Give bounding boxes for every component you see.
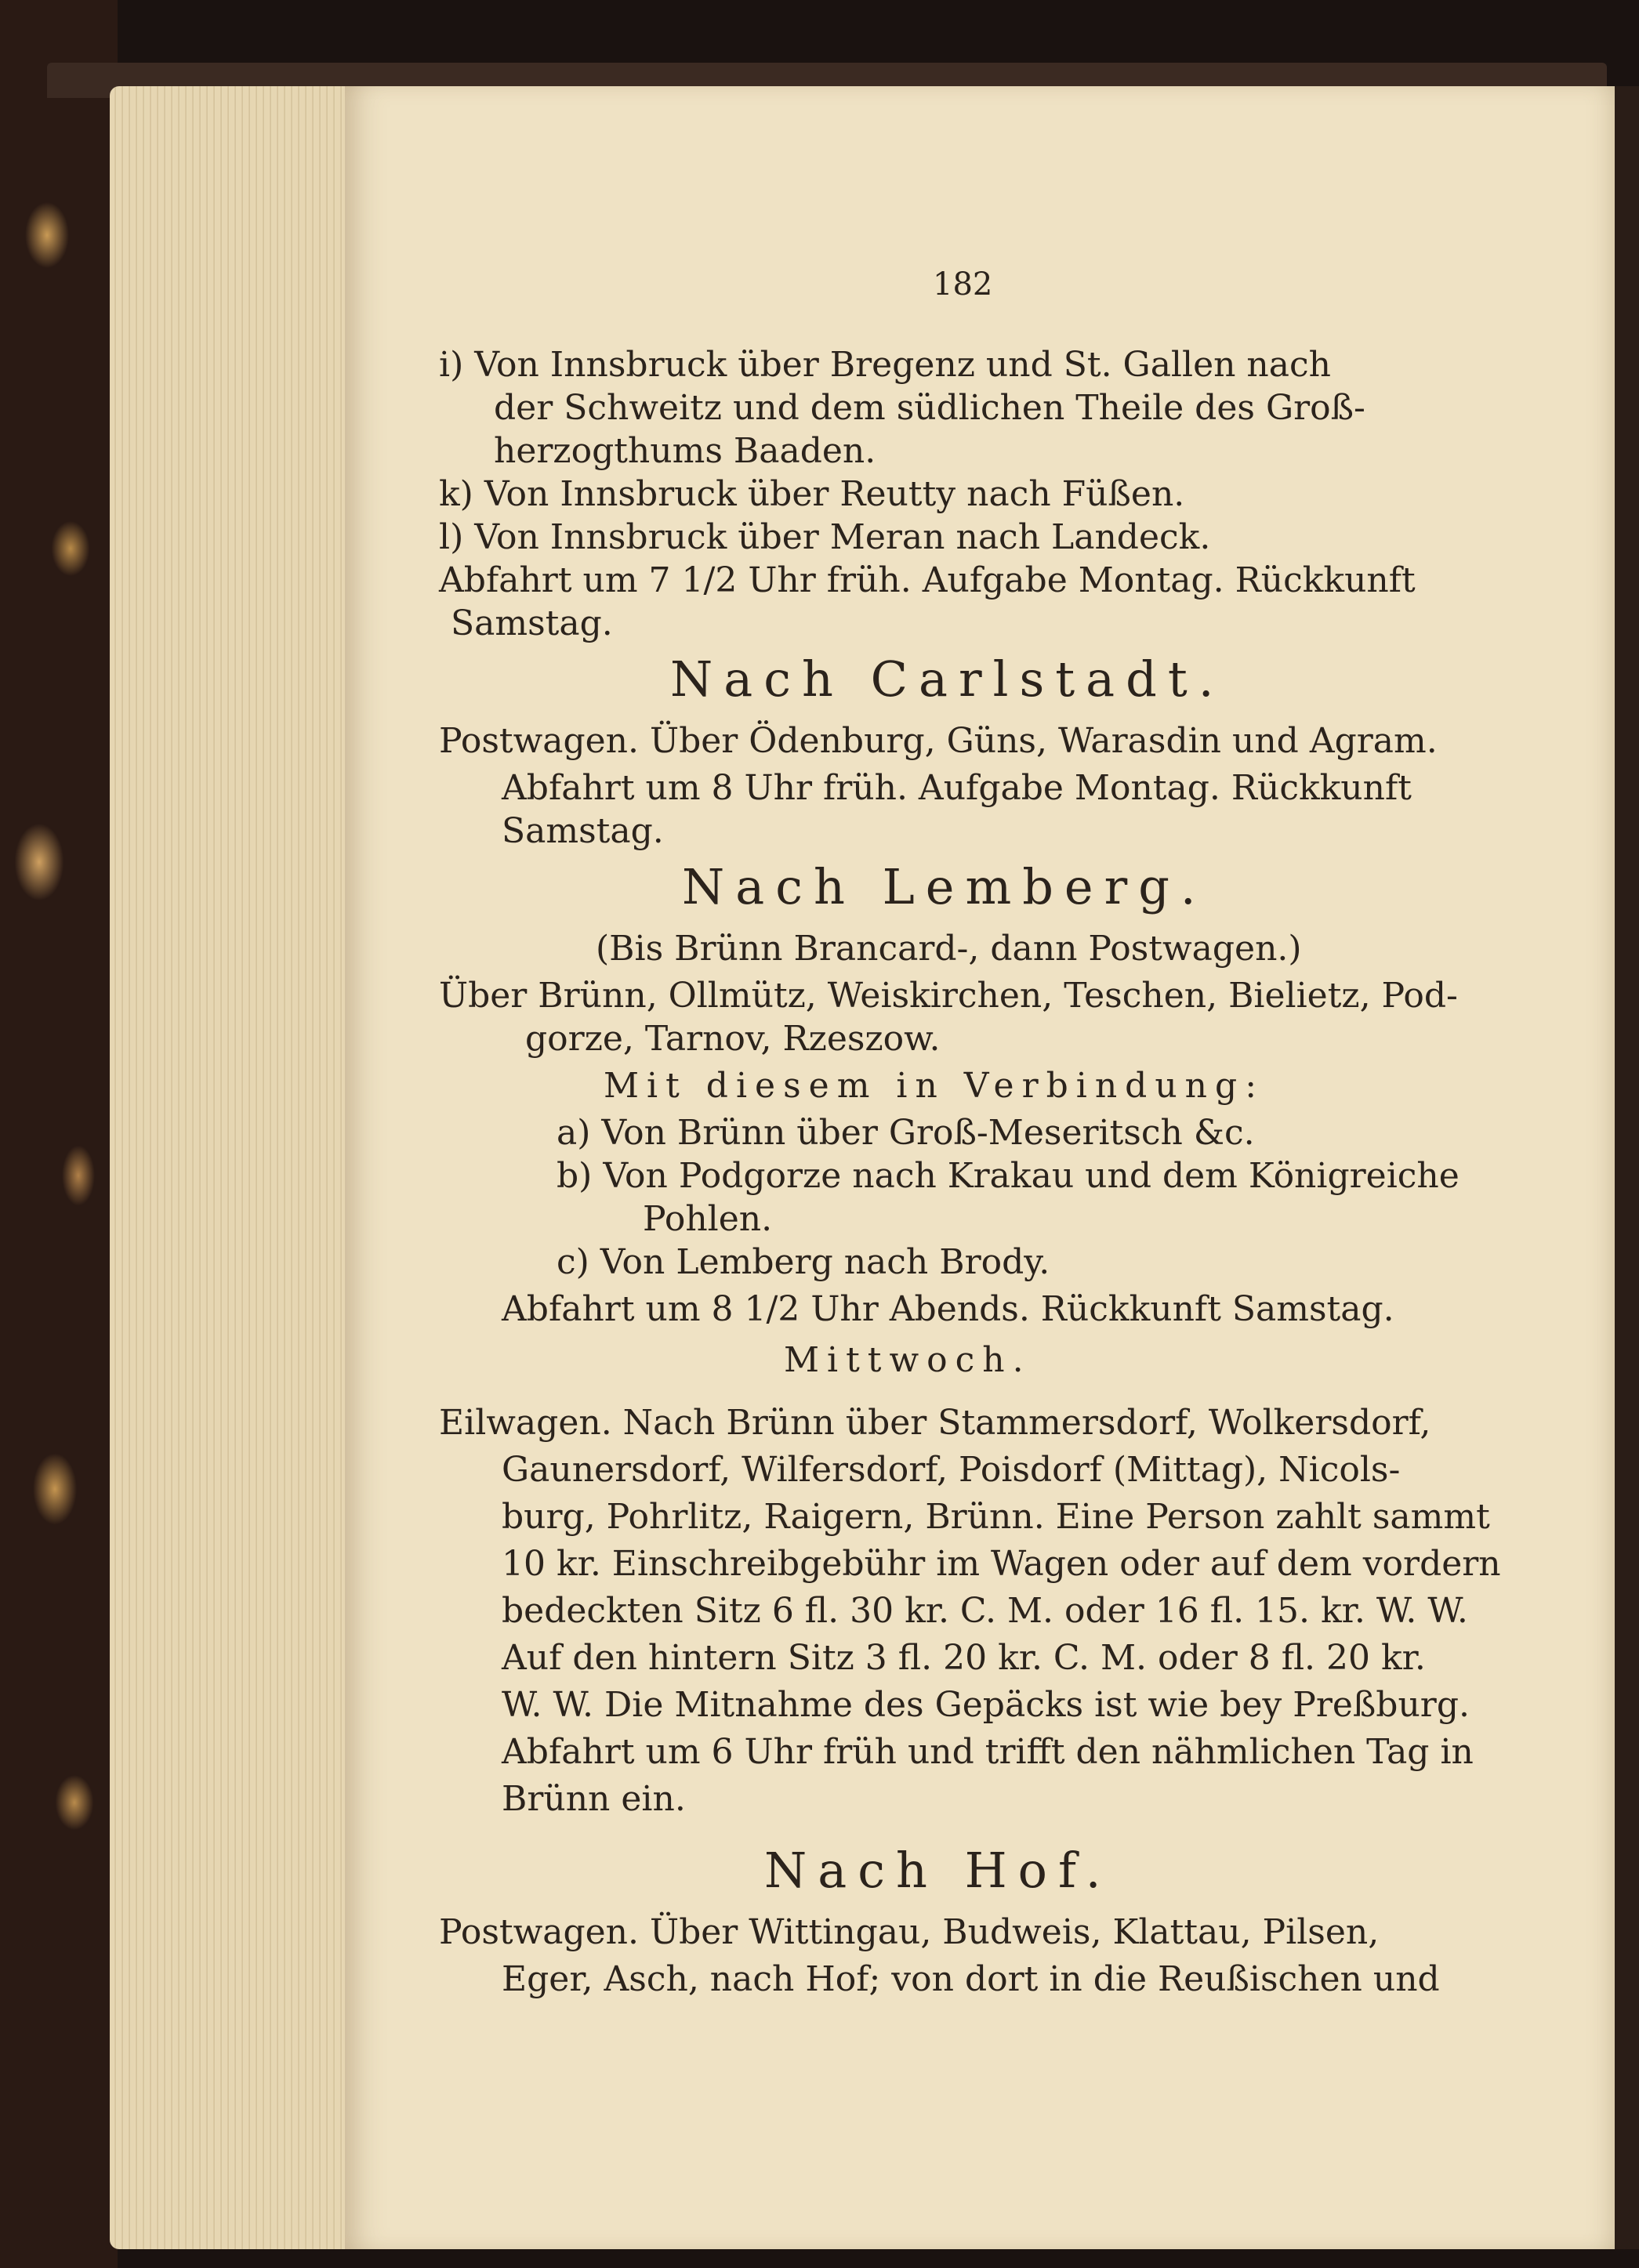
text-line: Mit diesem in Verbindung: xyxy=(604,1066,1265,1106)
section-heading: Nach Lemberg. xyxy=(682,858,1207,915)
book-spine xyxy=(0,0,118,2268)
section-heading: Nach Carlstadt. xyxy=(670,650,1225,708)
text-line: (Bis Brünn Brancard-, dann Postwagen.) xyxy=(596,929,1302,969)
text-line: Abfahrt um 6 Uhr früh und trifft den nähmlichen Tag in xyxy=(502,1732,1474,1772)
text-line: burg, Pohrlitz, Raigern, Brünn. Eine Person zahlt sammt xyxy=(502,1497,1490,1537)
text-line: der Schweitz und dem südlichen Theile des Groß- xyxy=(494,388,1365,428)
text-line: Postwagen. Über Wittingau, Budweis, Klattau, Pilsen, xyxy=(439,1912,1380,1952)
text-line: Abfahrt um 7 1/2 Uhr früh. Aufgabe Montag. Rückkunft xyxy=(439,560,1416,600)
text-line: Gaunersdorf, Wilfersdorf, Poisdorf (Mittag), Nicols- xyxy=(502,1450,1401,1490)
text-line: l) Von Innsbruck über Meran nach Landeck. xyxy=(439,517,1211,557)
text-line: i) Von Innsbruck über Bregenz und St. Gallen nach xyxy=(439,345,1331,385)
text-line: Abfahrt um 8 Uhr früh. Aufgabe Montag. Rückkunft xyxy=(502,768,1412,808)
text-line: Brünn ein. xyxy=(502,1779,686,1819)
text-line: gorze, Tarnov, Rzeszow. xyxy=(525,1019,941,1059)
text-line: bedeckten Sitz 6 fl. 30 kr. C. M. oder 16 fl. 15. kr. W. W. xyxy=(502,1591,1468,1631)
text-line: Eger, Asch, nach Hof; von dort in die Reußischen und xyxy=(502,1959,1440,1999)
right-cover-edge xyxy=(1611,86,1639,2249)
text-line: herzogthums Baaden. xyxy=(494,431,876,471)
text-line: W. W. Die Mitnahme des Gepäcks ist wie bey Preßburg. xyxy=(502,1685,1470,1725)
book-page xyxy=(345,86,1615,2249)
section-heading: Nach Hof. xyxy=(764,1842,1112,1899)
text-line: a) Von Brünn über Groß-Meseritsch &c. xyxy=(557,1113,1255,1153)
text-line: k) Von Innsbruck über Reutty nach Füßen. xyxy=(439,474,1185,514)
text-line: Über Brünn, Ollmütz, Weiskirchen, Teschen, Bielietz, Pod- xyxy=(439,976,1458,1016)
text-line: b) Von Podgorze nach Krakau und dem Königreiche xyxy=(557,1156,1460,1196)
text-line: Samstag. xyxy=(451,603,613,643)
text-line: Abfahrt um 8 1/2 Uhr Abends. Rückkunft Samstag. xyxy=(502,1289,1394,1329)
text-line: Samstag. xyxy=(502,811,664,851)
text-line: Postwagen. Über Ödenburg, Güns, Warasdin und Agram. xyxy=(439,721,1438,761)
text-line: Eilwagen. Nach Brünn über Stammersdorf, Wolkersdorf, xyxy=(439,1403,1431,1443)
text-line: Pohlen. xyxy=(643,1199,773,1239)
text-line: Auf den hintern Sitz 3 fl. 20 kr. C. M. oder 8 fl. 20 kr. xyxy=(502,1638,1426,1678)
text-line: c) Von Lemberg nach Brody. xyxy=(557,1242,1050,1282)
text-line: Mittwoch. xyxy=(784,1340,1032,1380)
page-number: 182 xyxy=(933,266,993,303)
page-edges xyxy=(110,86,361,2249)
text-line: 10 kr. Einschreibgebühr im Wagen oder auf dem vordern xyxy=(502,1544,1501,1584)
